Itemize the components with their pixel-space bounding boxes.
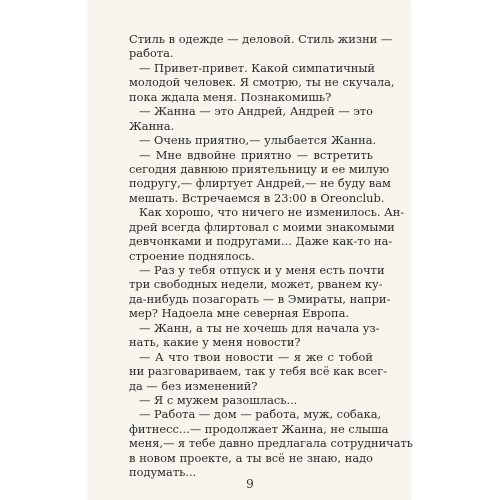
text-line: — Очень приятно,— улыбается Жанна. (139, 133, 377, 148)
text-line: мер? Надоела мне северная Европа. (129, 306, 350, 321)
text-line: — А что твои новости — я же с тобой (139, 349, 373, 364)
text-line: Как хорошо, что ничего не изменилось. Ан- (139, 205, 405, 220)
text-line: мешать. Встречаемся в 23:00 в Oreonclub. (129, 190, 385, 205)
text-line: подумать... (129, 465, 197, 480)
text-line: — Жанн, а ты не хочешь для начала уз- (139, 320, 380, 335)
page-text (129, 32, 413, 480)
text-line: фитнесс...— продолжает Жанна, не слыша (129, 421, 389, 436)
text-line: три свободных недели, может, рванем ку- (129, 277, 383, 292)
text-line: — Жанна — это Андрей, Андрей — это (139, 104, 373, 119)
text-line: в новом проекте, а ты всё не знаю, надо (129, 450, 373, 465)
text-line: нать, какие у меня новости? (129, 335, 301, 350)
text-line: — Раз у тебя отпуск и у меня есть почти (139, 263, 385, 277)
text-line: ни разговариваем, так у тебя всё как всег- (129, 364, 388, 379)
text-line: девчонками и подругами... Даже как-то на- (129, 234, 393, 249)
text-line: подругу,— флиртует Андрей,— не буду вам (129, 176, 391, 191)
text-line: молодой человек. Я смотрю, ты не скучала, (129, 75, 395, 90)
text-line: — Мне вдвойне приятно — встретить (139, 147, 373, 162)
page-number: 9 (246, 477, 254, 491)
text-line: пока ждала меня. Познакомишь? (129, 89, 332, 104)
text-line: меня,— я тебе давно предлагала сотрудничать (129, 436, 413, 451)
text-line: — Я с мужем разошлась... (139, 392, 298, 407)
text-line: сегодня давнюю приятельницу и ее милую (129, 161, 390, 176)
text-line: — Работа — дом — работа, муж, собака, (139, 407, 382, 422)
text-line: да — без изменений? (129, 378, 258, 393)
text-line: строение поднялось. (129, 248, 255, 263)
text-line: работа. (129, 46, 174, 61)
text-line: — Привет-привет. Какой симпатичный (139, 60, 375, 75)
text-line: дрей всегда флиртовал с моими знакомыми (129, 219, 395, 234)
text-line: Жанна. (129, 118, 175, 133)
text-line: да-нибудь позагорать — в Эмираты, напри- (129, 291, 391, 306)
text-line: Стиль в одежде — деловой. Стиль жизни — (129, 32, 393, 46)
